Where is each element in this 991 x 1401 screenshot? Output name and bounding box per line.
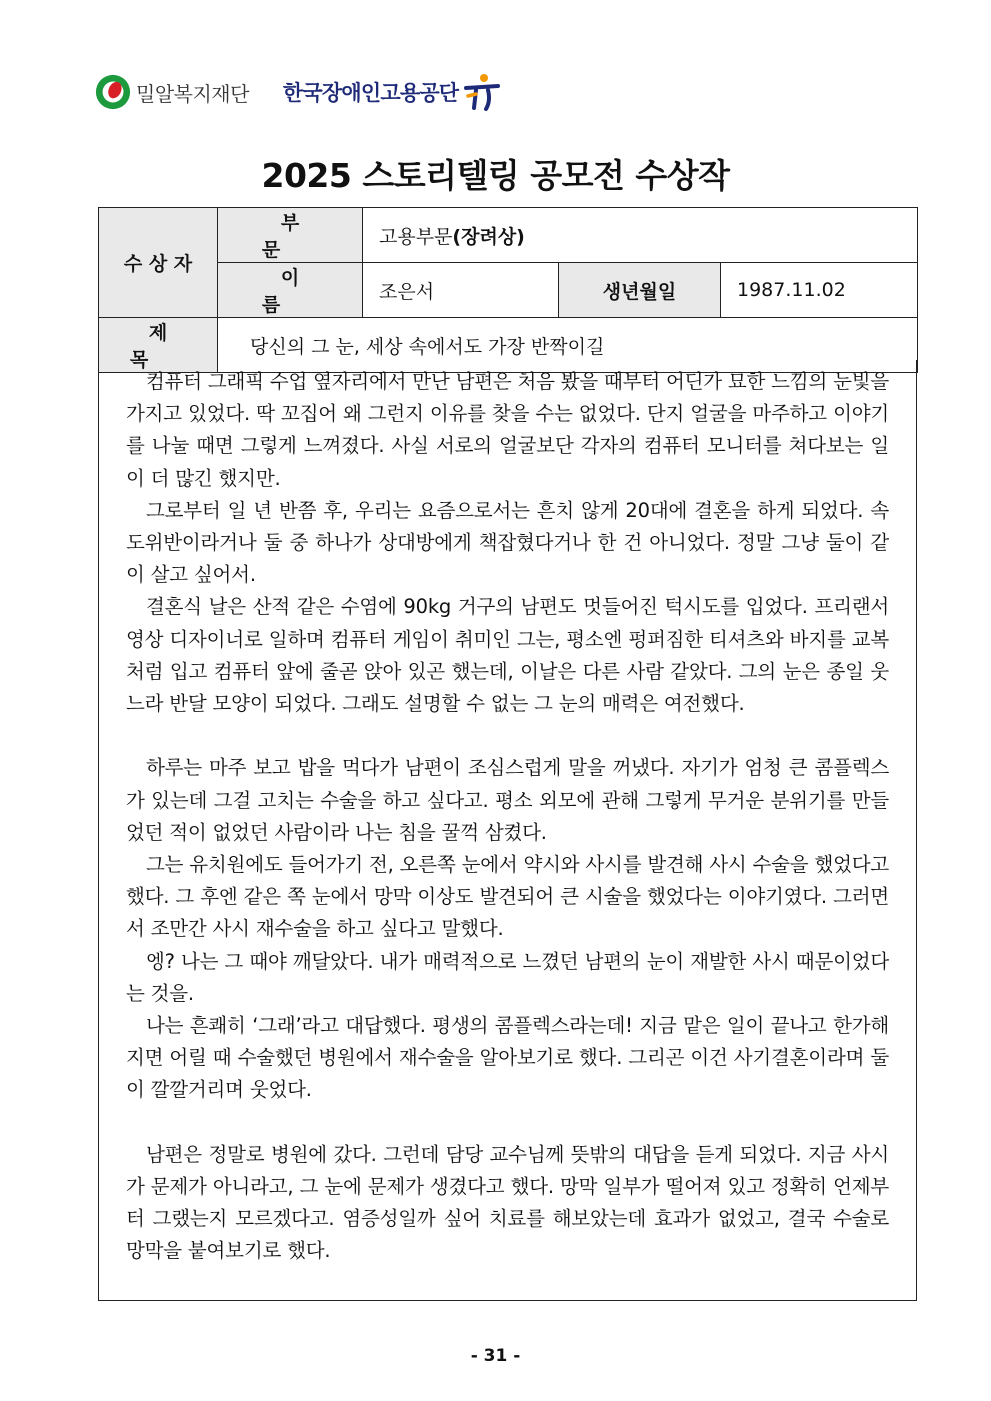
birth-value: 1987.11.02 [737,279,846,301]
paragraph: 그로부터 일 년 반쯤 후, 우리는 요즘으로서는 흔치 않게 20대에 결혼을 하게 되었다. 속도위반이라거나 둘 중 하나가 상대방에게 책잡혔다거나 한 건 아니었다. 정말 그냥 둘이 같이 살고 싶어서. [126,498,889,587]
paragraph-gap [126,720,889,752]
birth-value-cell [721,263,918,318]
paragraph: 컴퓨터 그래픽 수업 옆자리에서 만난 남편은 처음 봤을 때부터 어딘가 묘한 느낌의 눈빛을 가지고 있었다. 딱 꼬집어 왜 그런지 이유를 찾을 수는 없었다. 단지 얼굴을 마주하고 이야기를 나눌 때면 그렇게 느껴졌다. 사실 서로의 얼굴보단 각자의 컴퓨터 모니터를 쳐다보는 일이 더 많긴 했지만. [126,370,889,490]
division-row [99,208,918,263]
paragraph: 엥? 나는 그 때야 깨달았다. 내가 매력적으로 느꼈던 남편의 눈이 재발한 사시 때문이었다는 것을. [126,949,889,1005]
story-body [99,360,916,1268]
subject-value: 당신의 그 눈, 세상 속에서도 가장 반짝이길 [250,335,605,358]
winner-label: 수 상 자 [123,253,193,275]
name-value-cell [363,263,559,318]
winner-label-cell [99,208,218,318]
paragraph: 그는 유치원에도 들어가기 전, 오른쪽 눈에서 약시와 사시를 발견해 사시 수술을 했었다고 했다. 그 후엔 같은 쪽 눈에서 망막 이상도 발견되어 큰 시술을 했었다는 이야기였다. 그러면서 조만간 사시 재수술을 하고 싶다고 말했다. [126,853,889,941]
name-row [99,263,918,318]
milal-logo [94,73,249,111]
milal-emblem-icon [94,73,132,111]
division-award: (장려상) [452,225,525,248]
division-value-cell [363,208,918,263]
kead-emblem-icon [462,72,502,112]
birth-label: 생년월일 [602,280,677,303]
division-value: 고용부문 [379,225,453,248]
paragraph-gap [126,1107,889,1139]
paragraph: 결혼식 날은 산적 같은 수염에 90kg 거구의 남편도 멋들어진 턱시도를 입었다. 프리랜서 영상 디자이너로 일하며 컴퓨터 게임이 취미인 그는, 평소엔 펑퍼짐한 티셔츠와 바지를 교복처럼 입고 컴퓨터 앞에 줄곧 앉아 있곤 했는데, 이날은 다른 사람 같았다. 그의 눈은 종일 웃느라 반달 모양이 되었다. 그래도 설명할 수 없는 그 눈의 매력은 여전했다. [126,595,889,716]
name-label: 이름 [261,267,338,316]
award-info-table [98,207,918,373]
paragraph: 남편은 정말로 병원에 갔다. 그런데 담당 교수님께 뜻밖의 대답을 듣게 되었다. 지금 사시가 문제가 아니라고, 그 눈에 문제가 생겼다고 했다. 망막 일부가 떨어져 있고 정확히 언제부터 그랬는지 모르겠다고. 염증성일까 싶어 치료를 해보았는데 효과가 없었고, 결국 수술로 망막을 붙여보기로 했다. [126,1142,889,1263]
paragraph: 하루는 마주 보고 밥을 먹다가 남편이 조심스럽게 말을 꺼냈다. 자기가 엄청 큰 콤플렉스가 있는데 그걸 고치는 수술을 하고 싶다고. 평소 외모에 관해 그렇게 무거운 분위기를 만들었던 적이 없었던 사람이라 나는 침을 꿀꺽 삼켰다. [126,756,889,844]
division-label-cell [218,208,363,263]
name-value: 조은서 [379,280,435,303]
header-logos [94,72,502,112]
name-label-cell [218,263,363,318]
story-body-box [98,360,917,1301]
page-number: - 31 - [470,1346,521,1366]
division-label: 부문 [261,212,338,261]
subject-label: 제목 [129,322,206,371]
paragraph: 나는 흔쾌히 ‘그래’라고 대답했다. 평생의 콤플렉스라는데! 지금 맡은 일이 끝나고 한가해지면 어릴 때 수술했던 병원에서 재수술을 알아보기로 했다. 그리곤 이건 사기결혼이라며 둘이 깔깔거리며 웃었다. [126,1014,889,1102]
kead-logo [283,72,502,112]
kead-name: 한국장애인고용공단 [282,81,459,105]
birth-label-cell [559,263,721,318]
milal-name: 밀알복지재단 [136,81,249,106]
document-title: 2025 스토리텔링 공모전 수상작 [261,156,730,195]
